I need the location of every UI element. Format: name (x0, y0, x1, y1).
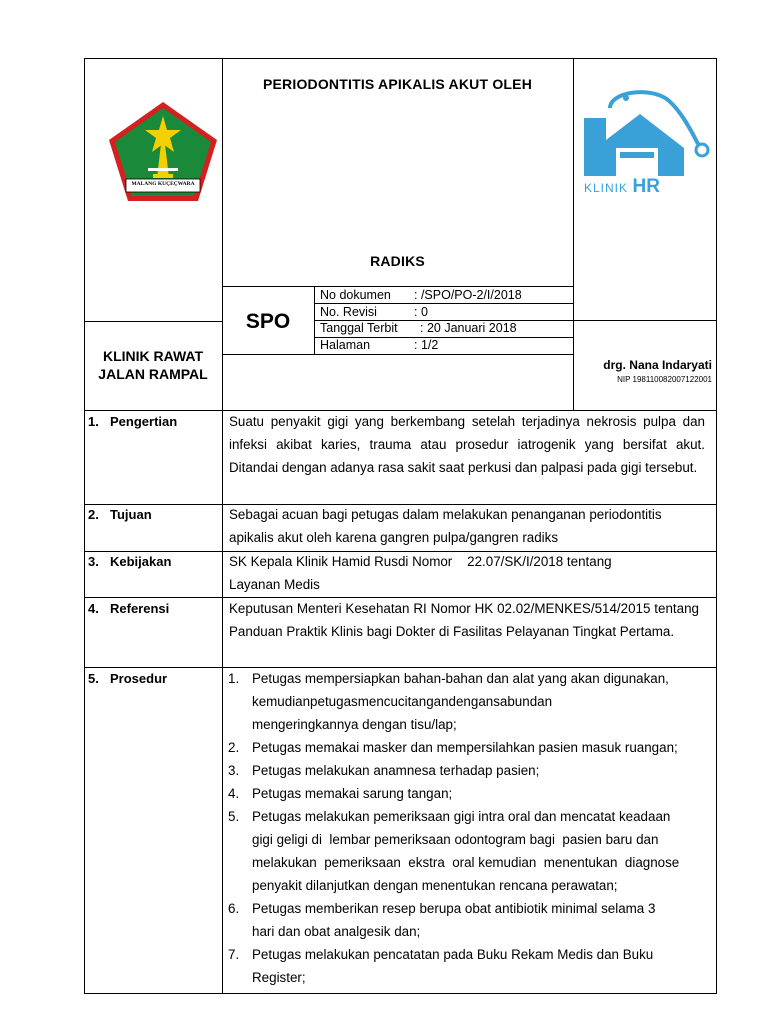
procedure-step-line: melakukan pemeriksaan ekstra oral kemudian menentukan diagnose (252, 855, 680, 870)
procedure-step (225, 782, 705, 805)
section-3-line2: Layanan Medis (229, 577, 320, 592)
section-2-text: Sebagai acuan bagi petugas dalam melakukan penanganan periodontitis apikalis akut oleh karena gangren pulpa/gangren radiks (229, 507, 662, 545)
frame-left (84, 58, 85, 994)
procedure-step (225, 805, 705, 897)
section-3-label: Kebijakan (110, 554, 172, 569)
section-2-label: Tujuan (110, 507, 152, 522)
procedure-step-line: Petugas melakukan anamnesa terhadap pasien; (252, 763, 540, 778)
section-5-number: 5. (88, 671, 99, 686)
header-col3-divider (573, 58, 574, 410)
procedure-step-line: Petugas memakai masker dan mempersilahkan pasien masuk ruangan; (252, 740, 678, 755)
meta-no-dokumen-label: No dokumen (320, 288, 391, 302)
meta-no-revisi-label: No. Revisi (320, 305, 377, 319)
procedure-step (225, 943, 705, 989)
meta-tanggal-terbit-value: : 20 Januari 2018 (420, 321, 517, 335)
clinic-name-line2: JALAN RAMPAL (98, 366, 208, 382)
signer-name: drg. Nana Indaryati (603, 358, 712, 372)
emblem-label: MALANG KUÇEÇWARA (131, 181, 195, 187)
clinic-name-line1: KLINIK RAWAT (102, 348, 204, 364)
procedure-step (225, 897, 705, 943)
spo-row-bottom (222, 354, 573, 355)
procedure-step-line: penyakit dilanjutkan dengan menentukan rencana perawatan; (252, 878, 618, 893)
section-3-number: 3. (88, 554, 99, 569)
section-5-label: Prosedur (110, 671, 168, 686)
meta-halaman-label: Halaman (320, 338, 371, 352)
meta-line-right (573, 320, 716, 321)
document-title-line2: RADIKS (370, 253, 425, 269)
procedure-step-line: gigi geligi di lembar pemeriksaan odontogram bagi pasien baru dan (252, 832, 659, 847)
section-4-number: 4. (88, 601, 99, 616)
procedure-step-line: Petugas melakukan pencatatan pada Buku Rekam Medis dan Buku (252, 947, 654, 962)
procedure-step-number: 4. (228, 786, 240, 801)
section-1-number: 1. (88, 414, 99, 429)
procedure-step-number: 1. (228, 671, 240, 686)
klinik-brand-text (584, 176, 660, 198)
meta-halaman-value: : 1/2 (414, 338, 439, 352)
body-col-divider (222, 410, 223, 994)
signer-nip: NIP 198110082007122001 (617, 375, 712, 384)
procedure-step-number: 3. (228, 763, 240, 778)
title-row-bottom (222, 286, 573, 287)
procedure-list (225, 667, 705, 989)
section-4-label: Referensi (110, 601, 170, 616)
document-title-line1: PERIODONTITIS APIKALIS AKUT OLEH (262, 76, 533, 92)
meta-line-1 (314, 303, 573, 304)
frame-right (716, 58, 717, 994)
procedure-step-line: Petugas mempersiapkan bahan-bahan dan alat yang akan digunakan, (252, 671, 669, 686)
procedure-step-line: hari dan obat analgesik dan; (252, 924, 421, 939)
klinik-brand-word: KLINIK (584, 181, 629, 195)
procedure-step-line: kemudianpetugasmencucitangandengansabundan (252, 694, 553, 709)
klinik-hr-logo (580, 88, 712, 200)
procedure-step-line: Petugas memakai sarung tangan; (252, 786, 453, 801)
procedure-step-line: Petugas melakukan pemeriksaan gigi intra oral dan mencatat keadaan (252, 809, 671, 824)
logo-row-bottom (84, 321, 222, 322)
section-2-number: 2. (88, 507, 99, 522)
procedure-step-line: mengeringkannya dengan tisu/lap; (252, 717, 457, 732)
malang-emblem-logo (106, 100, 220, 204)
procedure-step-number: 5. (228, 809, 240, 824)
section-3-line1: SK Kepala Klinik Hamid Rusdi Nomor 22.07/SK/I/2018 tentang (229, 554, 612, 569)
emblem-icon (106, 100, 220, 204)
frame-bottom (84, 993, 716, 994)
procedure-step-line: Register; (252, 970, 306, 985)
procedure-step-number: 7. (228, 947, 240, 962)
procedure-step-line: Petugas memberikan resep berupa obat antibiotik minimal selama 3 (252, 901, 656, 916)
procedure-step (225, 667, 705, 736)
frame-top (84, 58, 716, 59)
spo-label: SPO (245, 310, 291, 333)
meta-tanggal-terbit-label: Tanggal Terbit (320, 321, 398, 335)
hr-brand-word: HR (632, 176, 660, 197)
procedure-step-number: 6. (228, 901, 240, 916)
section-1-label: Pengertian (110, 414, 178, 429)
procedure-step (225, 736, 705, 759)
meta-no-dokumen-value: : /SPO/PO-2/I/2018 (414, 288, 522, 302)
section-4-text: Keputusan Menteri Kesehatan RI Nomor HK 02.02/MENKES/514/2015 tentang Panduan Praktik Klinis bagi Dokter di Fasilitas Pelayanan Tingkat Pertama. (229, 601, 699, 639)
procedure-step-number: 2. (228, 740, 240, 755)
procedure-step (225, 759, 705, 782)
section-1-text: Suatu penyakit gigi yang berkembang setelah terjadinya nekrosis pulpa dan infeksi akibat karies, trauma atau prosedur iatrogenik yang bersifat akut. Ditandai dengan adanya rasa sakit saat perkusi dan palpasi pada gigi tersebut. (229, 414, 705, 475)
header-col1-divider (222, 58, 223, 410)
meta-no-revisi-value: : 0 (414, 305, 428, 319)
